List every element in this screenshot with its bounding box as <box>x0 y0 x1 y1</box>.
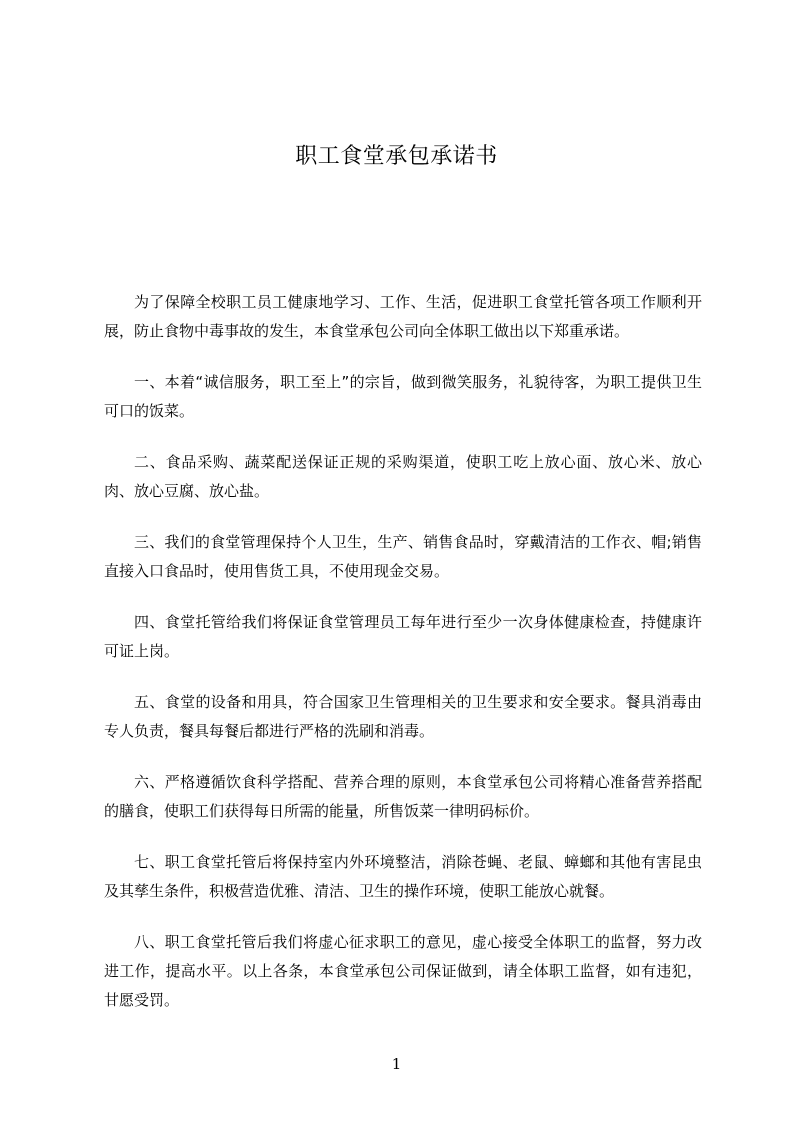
clause-6-paragraph: 六、严格遵循饮食科学搭配、营养合理的原则，本食堂承包公司将精心准备营养搭配的膳食，使职工们获得每日所需的能量，所售饭菜一律明码标价。 <box>104 773 702 820</box>
document-title: 职工食堂承包承诺书 <box>295 144 498 169</box>
clause-2-paragraph: 二、食品采购、蔬菜配送保证正规的采购渠道，使职工吃上放心面、放心米、放心肉、放心豆腐、放心盐。 <box>104 453 702 500</box>
page-number: 1 <box>391 1055 402 1073</box>
clause-4-paragraph: 四、食堂托管给我们将保证食堂管理员工每年进行至少一次身体健康检查，持健康许可证上岗。 <box>104 613 702 660</box>
document-body <box>104 288 702 1037</box>
clause-1-paragraph: 一、本着“诚信服务，职工至上”的宗旨，做到微笑服务，礼貌待客，为职工提供卫生可口的饭菜。 <box>104 373 702 420</box>
clause-5-paragraph: 五、食堂的设备和用具，符合国家卫生管理相关的卫生要求和安全要求。餐具消毒由专人负责，餐具每餐后都进行严格的洗刷和消毒。 <box>104 693 702 740</box>
intro-paragraph: 为了保障全校职工员工健康地学习、工作、生活，促进职工食堂托管各项工作顺利开展，防止食物中毒事故的发生，本食堂承包公司向全体职工做出以下郑重承诺。 <box>104 293 702 340</box>
clause-8-paragraph: 八、职工食堂托管后我们将虚心征求职工的意见，虚心接受全体职工的监督，努力改进工作，提高水平。以上各条，本食堂承包公司保证做到，请全体职工监督，如有违犯，甘愿受罚。 <box>104 933 702 1009</box>
clause-7-paragraph: 七、职工食堂托管后将保持室内外环境整洁，消除苍蝇、老鼠、蟑螂和其他有害昆虫及其孳生条件，积极营造优雅、清洁、卫生的操作环境，使职工能放心就餐。 <box>104 853 702 900</box>
clause-3-paragraph: 三、我们的食堂管理保持个人卫生，生产、销售食品时，穿戴清洁的工作衣、帽;销售直接入口食品时，使用售货工具，不使用现金交易。 <box>104 533 702 580</box>
